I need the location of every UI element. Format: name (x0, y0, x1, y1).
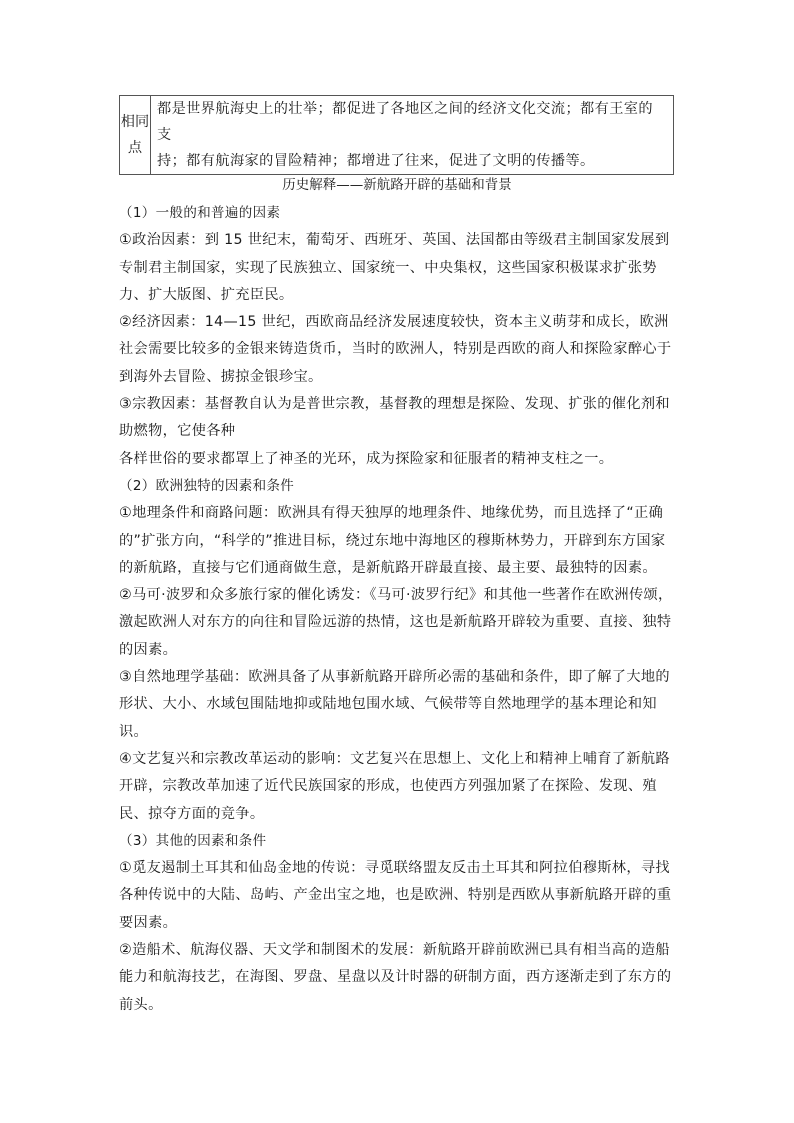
paragraph: ②经济因素：14—15 世纪，西欧商品经济发展速度较快，资本主义萌芽和成长，欧洲社会需要比较多的金银来铸造货币，当时的欧洲人，特别是西欧的商人和探险家醉心于到海外去冒险、掳掠金银珍宝。 (119, 314, 672, 385)
table-row (120, 96, 674, 175)
section-title: 历史解释——新航路开辟的基础和背景 (282, 177, 512, 193)
header-line: 点 (127, 140, 143, 156)
body-text (119, 200, 675, 1019)
paragraph: ②马可·波罗和众多旅行家的催化诱发：《马可·波罗行纪》和其他一些著作在欧洲传颂，激起欧洲人对东方的向往和冒险远游的热情，这也是新航路开辟较为重要、直接、独特的因素。 (119, 587, 673, 658)
paragraph: ①地理条件和商路问题：欧洲具有得天独厚的地理条件、地缘优势，而且选择了“正确的”扩张方向，“科学的”推进目标，绕过东地中海地区的穆斯林势力，开辟到东方国家的新航路，直接与它们通商做生意，是新航路开辟最直接、最主要、最独特的因素。 (119, 505, 666, 576)
table-content-cell (151, 96, 674, 175)
header-line: 相同 (120, 114, 150, 130)
paragraph: ①政治因素：到 15 世纪末，葡萄牙、西班牙、英国、法国都由等级君主制国家发展到专制君主制国家，实现了民族独立、国家统一、中央集权，这些国家积极谋求扩张势力、扩大版图、扩充臣民。 (119, 232, 670, 303)
paragraph: ④文艺复兴和宗教改革运动的影响：文艺复兴在思想上、文化上和精神上哺育了新航路开辟，宗教改革加速了近代民族国家的形成，也使西方列强加紧了在探险、发现、殖民、掠夺方面的竞争。 (119, 750, 670, 822)
content-line: 都是世界航海史上的壮举；都促进了各地区之间的经济文化交流；都有王室的支 (157, 101, 653, 143)
subsection-heading: （1）一般的和普遍的因素 (119, 205, 281, 221)
subsection-heading: （2）欧洲独特的因素和条件 (119, 477, 295, 494)
table-header-cell (120, 96, 151, 175)
paragraph: ③宗教因素：基督教自认为是普世宗教，基督教的理想是探险、发现、扩张的催化剂和助燃物，它使各种 (119, 396, 670, 440)
paragraph: ②造船术、航海仪器、天文学和制图术的发展：新航路开辟前欧洲已具有相当高的造船能力和航海技艺，在海图、罗盘、星盘以及计时器的研制方面，西方逐渐走到了东方的前头。 (119, 942, 672, 1013)
subsection-heading: （3）其他的因素和条件 (119, 832, 267, 849)
paragraph: ③自然地理学基础：欧洲具备了从事新航路开辟所必需的基础和条件，即了解了大地的形状、大小、水域包围陆地抑或陆地包围水域、气候带等自然地理学的基本理论和知识。 (119, 669, 670, 740)
similarities-table (119, 95, 674, 175)
paragraph: 各样世俗的要求都罩上了神圣的光环，成为探险家和征服者的精神支柱之一。 (119, 450, 614, 467)
paragraph: ①觅友遏制土耳其和仙岛金地的传说：寻觅联络盟友反击土耳其和阿拉伯穆斯林，寻找各种传说中的大陆、岛屿、产金出宝之地，也是欧洲、特别是西欧从事新航路开辟的重要因素。 (119, 860, 672, 931)
content-line: 持；都有航海家的冒险精神；都增进了往来，促进了文明的传播等。 (157, 153, 595, 169)
